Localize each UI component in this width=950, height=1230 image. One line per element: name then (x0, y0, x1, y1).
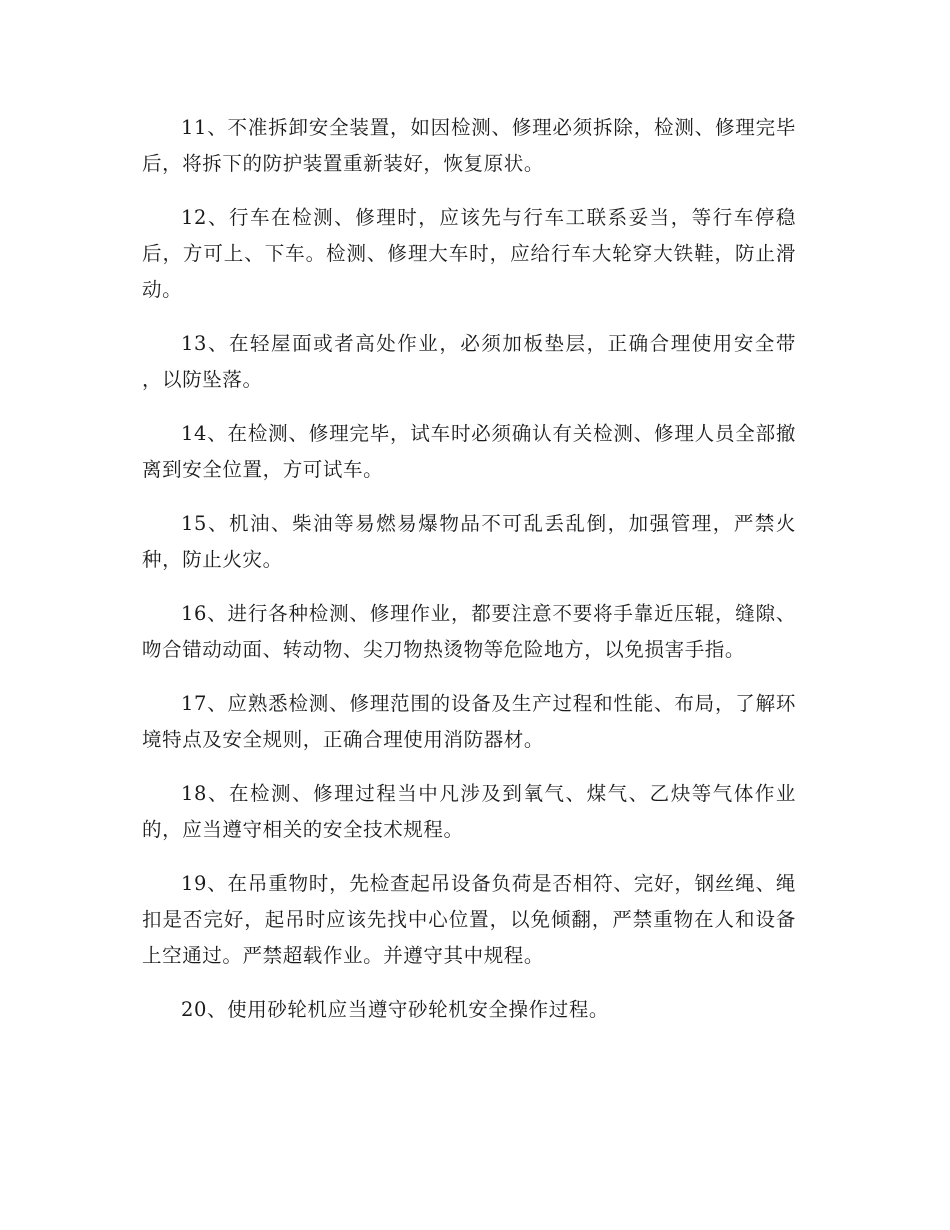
rule-paragraph-19: 19、在吊重物时，先检查起吊设备负荷是否相符、完好，钢丝绳、绳扣是否完好，起吊时应该先找中心位置，以免倾翻，严禁重物在人和设备上空通过。严禁超载作业。并遵守其中规程。 (142, 872, 796, 967)
rule-paragraph-20: 20、使用砂轮机应当遵守砂轮机安全操作过程。 (181, 998, 610, 1021)
rule-paragraph-13: 13、在轻屋面或者高处作业，必须加板垫层，正确合理使用安全带 ，以防坠落。 (142, 332, 796, 391)
rule-paragraph-17: 17、应熟悉检测、修理范围的设备及生产过程和性能、布局，了解环境特点及安全规则，正确合理使用消防器材。 (142, 692, 796, 751)
rule-paragraph-16: 16、进行各种检测、修理作业，都要注意不要将手靠近压辊，缝隙、吻合错动动面、转动物、尖刀物热烫物等危险地方，以免损害手指。 (142, 602, 796, 661)
rule-paragraph-15: 15、机油、柴油等易燃易爆物品不可乱丢乱倒，加强管理，严禁火种，防止火灾。 (142, 512, 796, 571)
rule-paragraph-11: 11、不准拆卸安全装置，如因检测、修理必须拆除，检测、修理完毕后，将拆下的防护装置重新装好，恢复原状。 (142, 116, 796, 175)
rule-paragraph-12: 12、行车在检测、修理时，应该先与行车工联系妥当，等行车停稳后，方可上、下车。检测、修理大车时，应给行车大轮穿大铁鞋，防止滑动。 (142, 206, 796, 301)
rule-paragraph-18: 18、在检测、修理过程当中凡涉及到氧气、煤气、乙炔等气体作业的，应当遵守相关的安全技术规程。 (142, 782, 796, 841)
document-body (142, 110, 796, 1046)
rule-paragraph-14: 14、在检测、修理完毕，试车时必须确认有关检测、修理人员全部撤离到安全位置，方可试车。 (142, 422, 796, 481)
